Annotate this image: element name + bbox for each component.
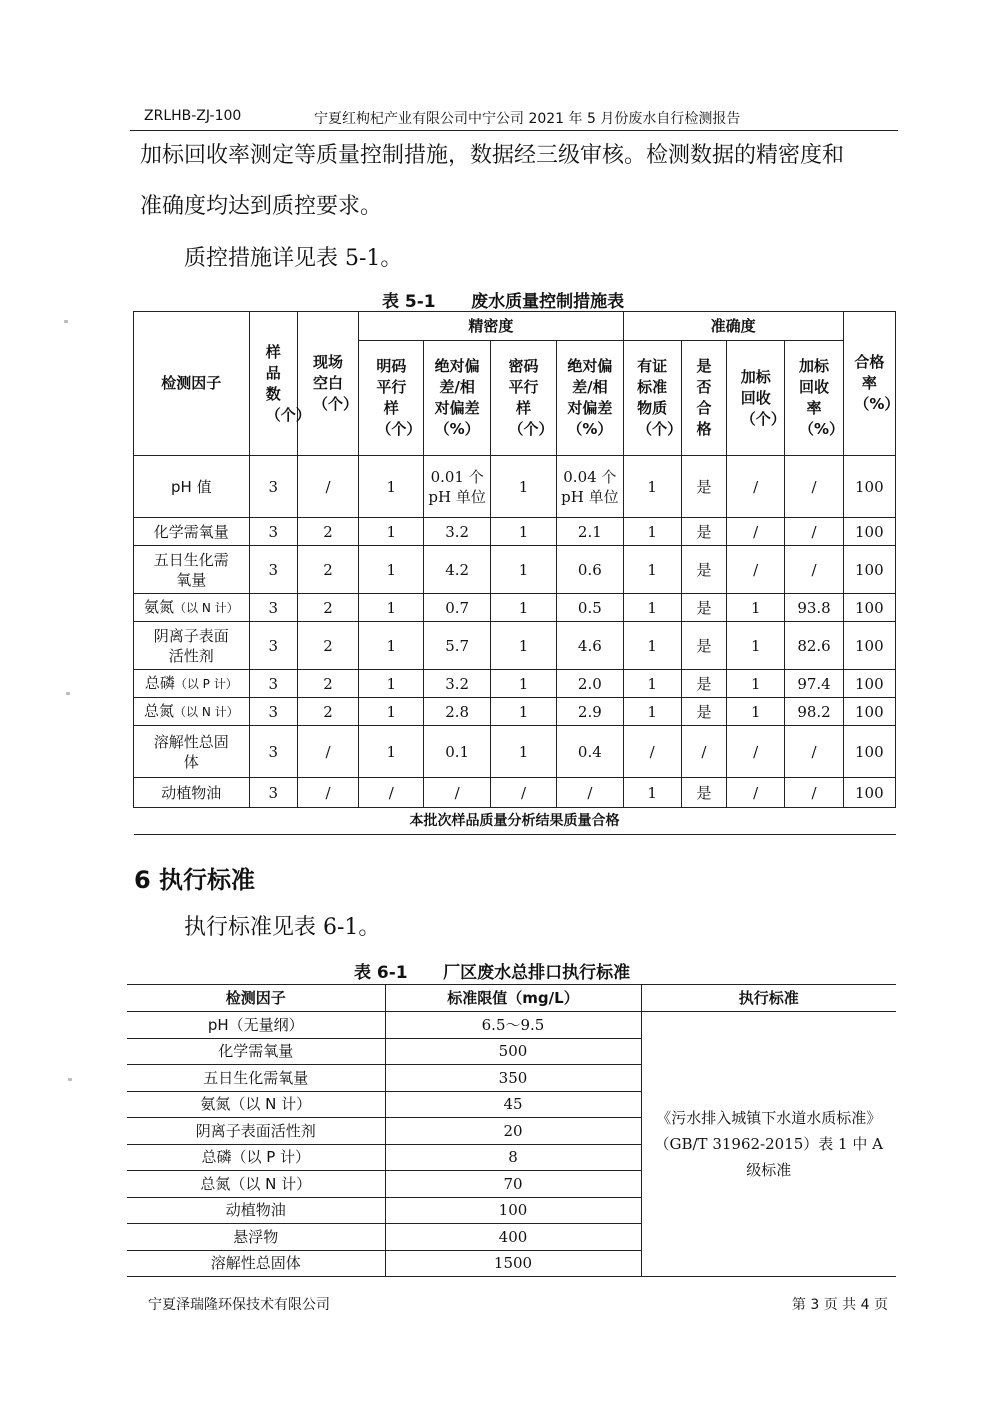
scan-speck <box>64 320 68 323</box>
table-cell: 93.8 <box>785 594 843 622</box>
scan-speck <box>66 692 70 695</box>
header-sample-count: 样品数（个） <box>249 312 297 456</box>
table-cell: 100 <box>843 518 895 546</box>
factor-name: 总氮（以 N 计） <box>134 698 250 726</box>
header-pass-rate: 合格率（%） <box>843 312 895 456</box>
factor-name: pH 值 <box>134 456 250 518</box>
table-row <box>134 546 896 594</box>
table-cell: 3 <box>249 546 297 594</box>
table-cell: / <box>727 456 785 518</box>
table-cell: 是 <box>681 546 726 594</box>
table-cell: 97.4 <box>785 670 843 698</box>
header-certified-ref: 有证标准物质（个） <box>623 341 681 456</box>
table-cell: 是 <box>681 670 726 698</box>
qc-table <box>133 311 900 835</box>
table-cell: 1 <box>359 594 424 622</box>
page-number: 第 3 页 共 4 页 <box>791 1297 888 1313</box>
table-cell: 1 <box>490 546 556 594</box>
table-cell: / <box>623 726 681 778</box>
factor-name: pH（无量纲） <box>127 1012 385 1039</box>
table-cell: 0.01 个 pH 单位 <box>424 456 490 518</box>
table-cell: 100 <box>843 670 895 698</box>
table-cell: 2 <box>297 670 358 698</box>
factor-name: 阴离子表面活性剂 <box>134 622 250 670</box>
factor-name: 五日生化需氧量 <box>127 1065 385 1092</box>
table-row <box>134 594 896 622</box>
factor-name: 溶解性总固体 <box>127 1250 385 1277</box>
report-title: 宁夏红枸杞产业有限公司中宁公司 2021 年 5 月份废水自行检测报告 <box>314 111 741 127</box>
table-row <box>134 518 896 546</box>
header-accuracy: 准确度 <box>623 312 843 341</box>
factor-name: 氨氮（以 N 计） <box>127 1091 385 1118</box>
factor-name: 五日生化需氧量 <box>134 546 250 594</box>
table-caption: 表 6-1 厂区废水总排口执行标准 <box>354 963 631 983</box>
factor-name: 化学需氧量 <box>134 518 250 546</box>
header-field-blank: 现场空白（个） <box>297 312 358 456</box>
table-cell: / <box>359 778 424 808</box>
table-row <box>134 778 896 808</box>
table-cell: 3 <box>249 698 297 726</box>
table-cell: 1 <box>623 456 681 518</box>
footer-company: 宁夏泽瑞隆环保技术有限公司 <box>148 1297 330 1313</box>
table-cell: 1 <box>623 518 681 546</box>
table-cell: 100 <box>843 778 895 808</box>
table-cell: 1 <box>490 698 556 726</box>
table-cell: 98.2 <box>785 698 843 726</box>
table-cell: 2 <box>297 546 358 594</box>
limit-value: 500 <box>385 1038 641 1065</box>
limit-value: 70 <box>385 1171 641 1198</box>
table-cell: 0.1 <box>424 726 490 778</box>
table-cell: 4.6 <box>557 622 623 670</box>
table-cell: 0.5 <box>557 594 623 622</box>
factor-name: 动植物油 <box>127 1197 385 1224</box>
factor-note: （以 N 计） <box>174 705 239 719</box>
table-cell: / <box>785 518 843 546</box>
header-secret-parallel: 密码平行样（个） <box>490 341 556 456</box>
table-cell: 0.7 <box>424 594 490 622</box>
table-cell: / <box>727 546 785 594</box>
table-cell: 1 <box>623 778 681 808</box>
table-cell: 4.2 <box>424 546 490 594</box>
table-cell: / <box>490 778 556 808</box>
header-recovery-rate: 加标回收率（%） <box>785 341 843 456</box>
table-cell: 1 <box>623 622 681 670</box>
table-cell: 100 <box>843 546 895 594</box>
standard-text: 《污水排入城镇下水道水质标准》（GB/T 31962-2015）表 1 中 A 级标准 <box>641 1012 896 1277</box>
table-row <box>134 622 896 670</box>
factor-name: 溶解性总固体 <box>134 726 250 778</box>
factor-name: 氨氮（以 N 计） <box>134 594 250 622</box>
table-cell: / <box>297 778 358 808</box>
table-row <box>134 456 896 518</box>
table-cell: 3.2 <box>424 518 490 546</box>
table-cell: 2.8 <box>424 698 490 726</box>
table-cell: 2 <box>297 622 358 670</box>
table-cell: 1 <box>623 698 681 726</box>
limit-value: 100 <box>385 1197 641 1224</box>
table-row <box>134 726 896 778</box>
doc-code: ZRLHB-ZJ-100 <box>144 108 242 124</box>
table-cell: / <box>297 726 358 778</box>
table-cell: / <box>785 546 843 594</box>
header-open-parallel: 明码平行样（个） <box>359 341 424 456</box>
section-title: 6 执行标准 <box>134 866 256 894</box>
table-cell: 1 <box>727 670 785 698</box>
table-cell: 3 <box>249 670 297 698</box>
table-cell: / <box>727 778 785 808</box>
scan-speck <box>68 1078 72 1081</box>
table-cell: / <box>785 726 843 778</box>
factor-name: 总磷（以 P 计） <box>127 1144 385 1171</box>
limit-value: 350 <box>385 1065 641 1092</box>
header-standard: 执行标准 <box>641 985 896 1012</box>
header-factor: 检测因子 <box>127 985 385 1012</box>
table-cell: 是 <box>681 622 726 670</box>
table-cell: / <box>557 778 623 808</box>
limit-value: 8 <box>385 1144 641 1171</box>
table-cell: / <box>727 518 785 546</box>
limit-value: 1500 <box>385 1250 641 1277</box>
table-cell: 0.6 <box>557 546 623 594</box>
table-row <box>134 698 896 726</box>
table-caption: 表 5-1 废水质量控制措施表 <box>382 292 625 312</box>
table-cell: 1 <box>490 670 556 698</box>
limit-value: 20 <box>385 1118 641 1145</box>
table-cell: / <box>785 778 843 808</box>
paragraph: 质控措施详见表 5-1。 <box>184 246 403 271</box>
table-cell: 3 <box>249 778 297 808</box>
header-abs-dev: 绝对偏差/相对偏差（%） <box>424 341 490 456</box>
header-precision: 精密度 <box>359 312 623 341</box>
table-cell: 5.7 <box>424 622 490 670</box>
table-cell: / <box>727 726 785 778</box>
table-cell: 2 <box>297 698 358 726</box>
table-cell: 1 <box>359 456 424 518</box>
table-cell: 1 <box>490 622 556 670</box>
table-cell: 1 <box>359 622 424 670</box>
table-cell: 1 <box>623 546 681 594</box>
table-cell: 1 <box>359 670 424 698</box>
table-cell: 100 <box>843 594 895 622</box>
header-limit: 标准限值（mg/L） <box>385 985 641 1012</box>
limit-value: 6.5～9.5 <box>385 1012 641 1039</box>
table-cell: 1 <box>727 622 785 670</box>
page-footer <box>148 1294 888 1314</box>
table-cell: 1 <box>727 698 785 726</box>
table-cell: 3 <box>249 518 297 546</box>
limit-value: 400 <box>385 1224 641 1251</box>
header-qualified: 是否合格 <box>681 341 726 456</box>
table-cell: 3 <box>249 594 297 622</box>
table-cell: 2 <box>297 594 358 622</box>
header-factor: 检测因子 <box>134 312 250 456</box>
table-cell: 3 <box>249 622 297 670</box>
table-cell: 0.04 个 pH 单位 <box>557 456 623 518</box>
factor-name: 总磷（以 P 计） <box>134 670 250 698</box>
factor-name: 阴离子表面活性剂 <box>127 1118 385 1145</box>
table-cell: 是 <box>681 594 726 622</box>
paragraph: 执行标准见表 6-1。 <box>184 915 381 940</box>
table-cell: / <box>424 778 490 808</box>
table-cell: 1 <box>359 518 424 546</box>
table-cell: 3.2 <box>424 670 490 698</box>
factor-note: （以 N 计） <box>174 601 239 615</box>
table-cell: 2 <box>297 518 358 546</box>
table-cell: 是 <box>681 698 726 726</box>
factor-name: 悬浮物 <box>127 1224 385 1251</box>
table-cell: 1 <box>359 726 424 778</box>
table-cell: 1 <box>359 698 424 726</box>
qc-conclusion: 本批次样品质量分析结果质量合格 <box>134 808 896 835</box>
table-cell: / <box>785 456 843 518</box>
factor-note: （以 P 计） <box>174 677 238 691</box>
table-cell: / <box>681 726 726 778</box>
table-cell: 1 <box>490 594 556 622</box>
table-cell: 1 <box>623 594 681 622</box>
table-cell: 2.0 <box>557 670 623 698</box>
table-cell: 1 <box>359 546 424 594</box>
factor-name: 动植物油 <box>134 778 250 808</box>
table-cell: 82.6 <box>785 622 843 670</box>
table-cell: / <box>297 456 358 518</box>
standard-table <box>127 984 896 1277</box>
table-cell: 100 <box>843 456 895 518</box>
table-row <box>134 670 896 698</box>
table-cell: 1 <box>490 726 556 778</box>
table-row <box>127 1012 896 1039</box>
table-cell: 0.4 <box>557 726 623 778</box>
paragraph-line: 准确度均达到质控要求。 <box>140 194 383 219</box>
table-cell: 100 <box>843 726 895 778</box>
table-cell: 是 <box>681 778 726 808</box>
table-cell: 2.9 <box>557 698 623 726</box>
table-cell: 1 <box>490 518 556 546</box>
table-cell: 是 <box>681 518 726 546</box>
paragraph-line: 加标回收率测定等质量控制措施，数据经三级审核。检测数据的精密度和 <box>140 143 845 168</box>
table-cell: 3 <box>249 456 297 518</box>
table-cell: 100 <box>843 698 895 726</box>
table-cell: 1 <box>490 456 556 518</box>
factor-name: 总氮（以 N 计） <box>127 1171 385 1198</box>
limit-value: 45 <box>385 1091 641 1118</box>
header-abs-dev: 绝对偏差/相对偏差（%） <box>557 341 623 456</box>
table-cell: 2.1 <box>557 518 623 546</box>
page-header <box>130 104 898 131</box>
factor-name: 化学需氧量 <box>127 1038 385 1065</box>
table-cell: 100 <box>843 622 895 670</box>
table-cell: 3 <box>249 726 297 778</box>
table-cell: 1 <box>623 670 681 698</box>
table-cell: 是 <box>681 456 726 518</box>
table-cell: 1 <box>727 594 785 622</box>
header-spiked-recovery: 加标回收（个） <box>727 341 785 456</box>
